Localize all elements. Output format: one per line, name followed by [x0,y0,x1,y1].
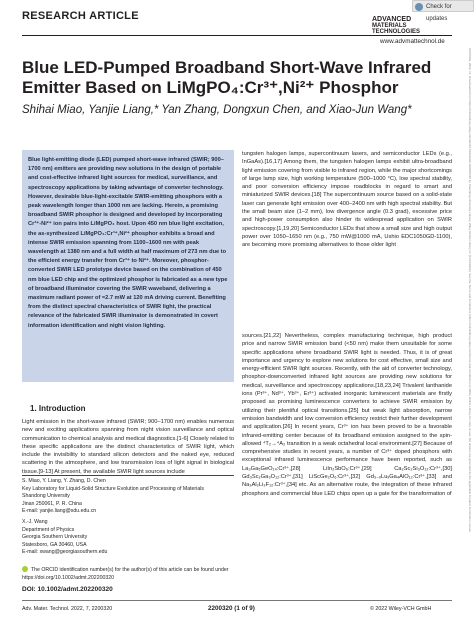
logo-line3: TECHNOLOGIES [372,29,421,35]
intro-text-left: Light emission in the short-wave infrared (SWIR; 900–1700 nm) enables numerous new and exciting applications spanning from night vision surveillance and optical communication to chemical analysis and medical diagnostics.[1-6] Closely related to these specific applications are the distinct characteristics of SWIR light, which include the invisibility to standard silicon detectors and the naked eye, reduced scattering in the atmosphere, and low transmission loss of light signal in biological tissue.[9-13] At present, the available SWIR light sources include [22,419,234,474]
intro-text-right-bottom: sources.[21,22] Nevertheless, complex manufacturing technique, high product price and narrow SWIR emission band (<50 nm) make them unsuitable for some specific applications where broadband SWIR light is needed. Thus, it is of great importance and urgency to explore new solutions for cost effective, small size and energy-efficient SWIR light sources. Recently, with the aid of converter technology, phosphor-downconverted infrared light sources are providing new solutions for medical, surveillance and spectroscopy applications.[18,23,24] Trivalent lanthanide ions (Pr³⁺, Nd³⁺, Yb³⁺, Er³⁺) activated inorganic luminescent materials are firstly proposed as promising luminescence converters to achieve SWIR emission by utilizing their plentiful optical transitions.[25] but weak light absorption, narrow emission bandwidth and low conversion efficiency restrict their further development and application.[26] In recent years, Cr³⁺ ion has been proved to be a favorable infrared-emitting center because of its broadband emission assigned to the spin-allowed ⁴T₂→⁴A₂ transition in a weak octahedral local environment.[27] Because of comprehensive studies in recent years, a number of Cr³⁺ doped phosphors with exceptional infrared luminescence performance have been reported, such as La₃Ga₅GeO₁₄:Cr³⁺,[28] LiIn₂SbO₆:Cr³⁺,[29] Ca₂Sc₂Si₃O₁₂:Cr³⁺,[30] Gd₃Sc₂Ga₃O₁₂:Cr³⁺,[31] LiScGe₂O₆:Cr³⁺,[32] Gd₃₋ₓLuₓGa₄AlO₁₂:Cr³⁺,[33] and Na₃Al₂Li₃F₁₂:Cr³⁺,[34] etc. As an alternative route, the integration of these infrared phosphors and commercial blue LED chips open up a gate for the transformation of [242,333,452,497]
affiliation-line: Department of Physics [22,526,75,533]
logo-line1: ADVANCED [372,16,412,23]
side-download-strip [463,48,473,608]
footer-rule [22,600,452,601]
section-heading: 1. Introduction [30,404,86,413]
orcid-note [22,566,234,582]
affiliation-line: Statesboro, GA 30460, USA [22,541,87,548]
doi[interactable]: DOI: 10.1002/admt.202200320 [22,586,113,593]
intro-paragraph-right-bottom [242,332,452,572]
journal-logo [372,9,426,35]
orcid-icon [22,566,28,572]
affiliation-line: S. Miao, Y. Liang, Y. Zhang, D. Chen [22,478,106,484]
footer-page: 2200320 (1 of 9) [208,605,255,612]
affiliation-line: Jinan 250061, P. R. China [22,500,82,507]
affiliation-rule [22,475,234,476]
abstract-text: Blue light-emitting diode (LED) pumped short-wave infrared (SWIR; 900–1700 nm) emitters are providing new solutions in the design of portable and cost-effective infrared light sources for medical, surveillance, and spectroscopy applications by taking advantage of converter technology. However, desirable blue-light-excitable SWIR-emitting phosphors with a peak wavelength longer than 1000 nm are lacking. Herein, a promising broadband SWIR phosphor is designed and developed by incorporating Cr³⁺-Ni²⁺ ion pairs into LiMgPO₄ host. Upon 450 nm blue light excitation, the as-synthesized LiMgPO₄:Cr³⁺,Ni²⁺ phosphor exhibits a broad and intense SWIR emission spanning from 1100–1600 nm with peak wavelength at 1380 nm and a full width at half maximum of 273 nm due to the efficient energy transfer from Cr³⁺ to Ni²⁺. Moreover, phosphor-converted SWIR LED prototype device based on the combination of 450 nm blue LED chip and the optimized phosphor is fabricated as a new type of broadband illuminator covering the SWIR waveband, delivering a maximum radiant power of ≈2.7 mW at 120 mA driving current. Benefiting from the distinct spectral characteristics of SWIR light, the practical relevance of the fabricated SWIR illuminator is demonstrated in covert information identification and night vision lighting. [28,157,228,329]
intro-text-right-top: tungsten halogen lamps, supercontinuum lasers, and semiconductor LEDs (e.g., InGaAs).[16,17] Among them, the tungsten halogen lamps exhibit ultra-broadband light emission covering from visible to infrared region, while the major shortcomings of large lamp size, high working temperature (500–1000 °C), low spectral stability, and poor conversion efficiency impose roadblocks in regard to smart and miniaturized SWIR devices.[18] The supercontinuum source based on a solid-state laser can generate light emission over 400–2400 nm with high spectral stability. But the small beam size (1–2 mm), low divergence angle (0.3 grad), excessive price and high-power consumption also hinder its widespread application on SWIR spectroscopy.[1,19,20] Semiconductor LEDs that show a small size and high output power over 1050–1650 nm (e.g., 750 mW@1000 mA, Ushio EDC1050GD-1100), are becoming more promising alternatives to those older light [242,151,452,249]
affiliations [22,478,234,557]
footer-copyright: © 2022 Wiley-VCH GmbH [370,606,432,612]
check-updates-label: Check for updates [426,4,452,22]
section-label: RESEARCH ARTICLE [22,10,139,22]
side-strip-text: 2365709x, 2022, 11, Downloaded from https://onlinelibrary.wiley.com/doi/10.1002/admt.202200320 by Shandong University Library, Wiley Online Library on [13/12/2022]. See the Terms and Conditions (https://onlinelibrary.wiley.com/terms-and-conditions) on Wiley Online Library for rules of use; OA articles are governed by the applicable Creative Commons License [468,48,472,532]
abstract-box [22,150,234,382]
journal-url[interactable]: www.advmattechnol.de [380,38,445,45]
logo-line2: MATERIALS [372,23,407,29]
affiliation-email[interactable]: E-mail: xwang@georgiasouthern.edu [22,549,108,556]
orcid-text[interactable]: The ORCID identification number(s) for the author(s) of this article can be found under https://doi.org/10.1002/admt.202200320 [22,567,229,581]
author-list: Shihai Miao, Yanjie Liang,* Yan Zhang, Dongxun Chen, and Xiao-Jun Wang* [22,104,412,116]
intro-paragraph-right-top [242,150,452,340]
affiliation-line: X.-J. Wang [22,518,48,525]
affiliation-email[interactable]: E-mail: yanjie.liang@sdu.edu.cn [22,508,97,515]
affiliation-line: Shandong University [22,493,70,500]
affiliation-line: Georgia Southern University [22,534,88,541]
article-title: Blue LED-Pumped Broadband Short-Wave Infrared Emitter Based on LiMgPO₄:Cr³⁺,Ni²⁺ Phosphor [22,58,432,97]
intro-paragraph-left [22,418,234,474]
affiliation-line: Key Laboratory for Liquid-Solid Structure Evolution and Processing of Materials [22,485,204,492]
header-rule [22,35,452,36]
footer-journal: Adv. Mater. Technol. 2022, 7, 2200320 [22,606,113,612]
